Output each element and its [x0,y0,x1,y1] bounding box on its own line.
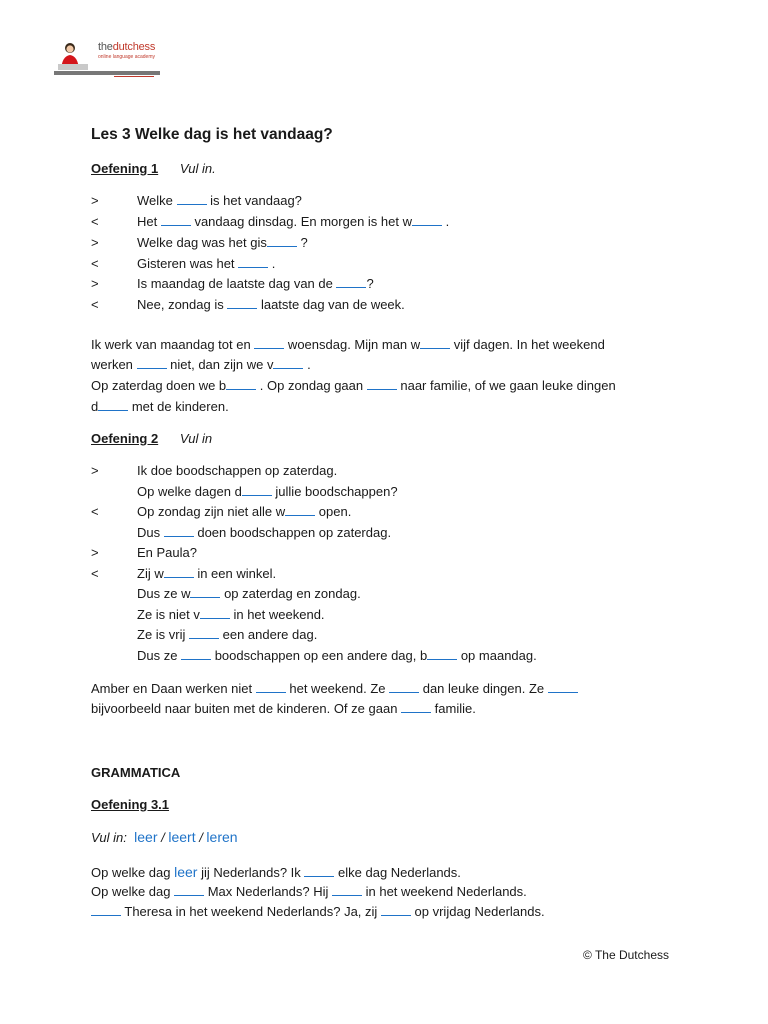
logo-accent-line [114,76,154,77]
logo-figure-icon [54,40,98,72]
sentence-text: Ze is niet v [137,607,200,622]
answer-blank[interactable] [254,337,284,349]
sentence-text: Dus ze [137,648,182,663]
answer-blank[interactable] [190,586,220,598]
answer-blank[interactable] [137,357,167,369]
sentence-text: Amber en Daan werken niet [91,681,256,696]
exercise-1-header [91,161,216,177]
sentence-text: Ze is vrij [137,627,189,642]
answer-blank[interactable] [200,607,230,619]
option-leert: leert [168,829,196,845]
answer-blank[interactable] [389,681,419,693]
sentence-text: boodschappen op een andere dag, b [211,648,428,663]
dialogue-line [137,463,337,479]
sentence-text: op zaterdag en zondag. [220,586,361,601]
answer-blank[interactable] [336,276,366,288]
dialogue-line [137,525,391,541]
speaker-marker: < [91,297,99,312]
sentence-text: werken [91,357,137,372]
answer-blank[interactable] [91,904,121,916]
sentence-text: . [268,256,276,271]
option-leer: leer [134,829,158,845]
grammar-sentence [91,904,545,920]
dialogue-line [137,484,398,500]
answer-blank[interactable] [304,865,334,877]
grammar-sentence [91,864,461,881]
sentence-text: Ik doe boodschappen op zaterdag. [137,463,338,478]
sentence-text: ? [366,276,374,291]
sentence-text: ? [296,235,308,250]
dialogue-line [137,648,537,664]
sentence-text: Ik werk van maandag tot en [91,337,255,352]
sentence-text: het weekend. Ze [285,681,390,696]
logo [54,40,162,78]
answer-blank[interactable] [332,884,362,896]
sentence-text: Op welke dagen d [137,484,242,499]
dialogue-line [137,586,361,602]
sentence-text: . Op zondag gaan [256,378,367,393]
dialogue-line [137,193,302,209]
dialogue-line [137,566,276,582]
answer-blank[interactable] [238,256,268,268]
answer-blank[interactable] [242,484,272,496]
sentence-text: jullie boodschappen? [271,484,398,499]
exercise-3-instruction [91,829,238,846]
paragraph-line [91,357,311,373]
speaker-marker: > [91,193,99,208]
sentence-text: Zij w [137,566,164,581]
sentence-text: op vrijdag Nederlands. [410,904,545,919]
sentence-text: bijvoorbeeld naar buiten met de kinderen. Of ze gaan [91,701,402,716]
grammar-sentence [91,884,527,900]
sentence-text: met de kinderen. [128,399,229,414]
answer-blank[interactable] [164,566,194,578]
paragraph-line [91,681,578,697]
sentence-text: Welke dag was het gis [137,235,267,250]
answer-blank[interactable] [401,701,431,713]
dialogue-line [137,276,374,292]
sentence-text: . [303,357,311,372]
sentence-text: is het vandaag? [206,193,302,208]
grammar-heading: GRAMMATICA [91,765,181,780]
option-separator: / [195,830,207,845]
example-answer: leer [174,864,198,880]
sentence-text: naar familie, of we gaan leuke dingen [396,378,616,393]
answer-blank[interactable] [412,214,442,226]
dialogue-line [137,256,275,272]
answer-blank[interactable] [427,648,457,660]
answer-blank[interactable] [367,378,397,390]
paragraph-line [91,701,476,717]
paragraph-line [91,399,229,415]
sentence-text: En Paula? [137,545,197,560]
logo-bar [54,71,160,75]
answer-blank[interactable] [227,297,257,309]
speaker-marker: < [91,566,99,581]
sentence-text: open. [315,504,352,519]
sentence-text: Op zondag zijn niet alle w [137,504,286,519]
logo-tagline: online language academy [98,54,155,60]
sentence-text: jij Nederlands? Ik [197,865,305,880]
sentence-text: in het weekend Nederlands. [362,884,527,899]
sentence-text: . [441,214,450,229]
dialogue-line [137,297,405,313]
answer-blank[interactable] [285,504,315,516]
answer-blank[interactable] [161,214,191,226]
option-separator: / [157,830,169,845]
answer-blank[interactable] [181,648,211,660]
copyright: © The Dutchess [583,948,669,962]
dialogue-line [137,504,351,520]
speaker-marker: > [91,545,99,560]
paragraph-line [91,378,616,394]
sentence-text: op maandag. [457,648,537,663]
exercise-1-label: Oefening 1 [91,161,159,176]
sentence-text: laatste dag van de week. [257,297,405,312]
speaker-marker: > [91,463,99,478]
answer-blank[interactable] [226,378,256,390]
sentence-text: Max Nederlands? Hij [204,884,332,899]
logo-brand: thedutchess [98,41,156,53]
sentence-text: elke dag Nederlands. [334,865,461,880]
speaker-marker: < [91,256,99,271]
exercise-2-label: Oefening 2 [91,431,159,446]
dialogue-line [137,607,325,623]
sentence-text: Nee, zondag is [137,297,228,312]
sentence-text: Op welke dag [91,865,175,880]
speaker-marker: > [91,276,99,291]
answer-blank[interactable] [189,627,219,639]
speaker-marker: < [91,214,99,229]
dialogue-line [137,545,197,561]
sentence-text: Theresa in het weekend Nederlands? Ja, zij [121,904,381,919]
sentence-text: Op welke dag [91,884,175,899]
sentence-text: in een winkel. [193,566,277,581]
sentence-text: Op zaterdag doen we b [91,378,227,393]
sentence-text: dan leuke dingen. Ze [419,681,548,696]
answer-blank[interactable] [177,193,207,205]
sentence-text: Gisteren was het [137,256,239,271]
answer-blank[interactable] [267,235,297,247]
sentence-text: familie. [431,701,476,716]
lesson-title: Les 3 Welke dag is het vandaag? [91,126,333,143]
sentence-text: in het weekend. [229,607,325,622]
answer-blank[interactable] [548,681,578,693]
sentence-text: een andere dag. [219,627,318,642]
sentence-text: vandaag dinsdag. En morgen is het w [190,214,412,229]
speaker-marker: > [91,235,99,250]
exercise-2-header [91,431,212,447]
sentence-text: Dus [137,525,164,540]
sentence-text: Is maandag de laatste dag van de [137,276,337,291]
sentence-text: Dus ze w [137,586,191,601]
sentence-text: niet, dan zijn we v [166,357,274,372]
sentence-text: Welke [137,193,177,208]
dialogue-line [137,627,317,643]
sentence-text: d [91,399,99,414]
sentence-text: vijf dagen. In het weekend [450,337,605,352]
exercise-1-instruction: Vul in. [179,161,216,176]
answer-blank[interactable] [164,525,194,537]
dialogue-line [137,214,449,230]
dialogue-line [137,235,308,251]
sentence-text: doen boodschappen op zaterdag. [193,525,392,540]
answer-blank[interactable] [420,337,450,349]
option-leren: leren [206,829,238,845]
exercise-3-instruction-text: Vul in: [91,830,127,845]
answer-blank[interactable] [273,357,303,369]
speaker-marker: < [91,504,99,519]
answer-blank[interactable] [174,884,204,896]
exercise-2-instruction: Vul in [179,431,213,446]
answer-blank[interactable] [256,681,286,693]
paragraph-line [91,337,605,353]
answer-blank[interactable] [98,399,128,411]
sentence-text: woensdag. Mijn man w [284,337,421,352]
exercise-3-label: Oefening 3.1 [91,797,170,812]
answer-blank[interactable] [381,904,411,916]
sentence-text: Het [137,214,161,229]
